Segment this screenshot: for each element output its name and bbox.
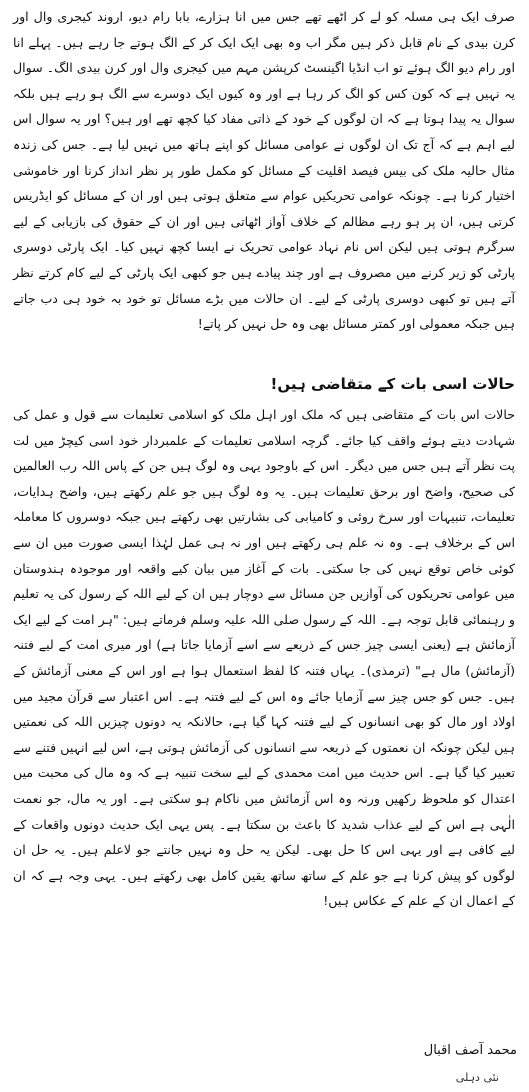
author-location: نئی دہلی: [455, 1071, 499, 1084]
section-heading: حالات اسی بات کے متقاضی ہیں!: [270, 375, 515, 393]
article-paragraph-1: صرف ایک ہی مسلہ کو لے کر اٹھے تھے جس میں انا ہزارے، بابا رام دیو، اروند کیجری وال اور کرن بیدی کے نام قابل ذکر ہیں مگر اب وہ بھی ایک ایک کر کے الگ ہوتے جا رہے ہیں۔ پہلے انا اور رام دیو الگ ہوئے تو اب انڈیا اگینسٹ کرپشن مہم میں کیجری وال اور کرن بیدی الگ۔ سوال یہ نہیں ہے کہ کون کس کو الگ کر رہا ہے اور وہ کیوں ایک دوسرے سے الگ ہو رہے ہیں بلکہ سوال یہ پیدا ہوتا ہے کہ ان لوگوں کے خود کے ذاتی مفاد کیا کچھ تھے اور ہیں؟ اور یہ سوال اس لیے اہم ہے کہ آج تک ان لوگوں نے عوامی مسائل کو اپنے ہاتھ میں نہیں لیا ہے۔ جس کی زندہ مثال حالیہ ملک کی بیس فیصد اقلیت کے مسائل کو مکمل طور پر نظر انداز کرنا اور خاموشی اختیار کرنا ہے۔ چونکہ عوامی تحریکیں عوام سے متعلق ہوتی ہیں اور ان کے مسائل کو ایڈریس کرتی ہیں، ان پر ہو رہے مظالم کے خلاف آواز اٹھاتی ہیں اور ان کے حقوق کی بازیابی کے لیے سرگرم ہوتی ہیں لیکن اس نام نہاد عوامی تحریک نے ایسا کچھ نہیں کیا۔ ایک پارٹی دوسری پارٹی کو زیر کرنے میں مصروف ہے اور چند پیادے ہیں جو کبھی ایک پارٹی کے لیے کام کرتے نظر آتے ہیں تو کبھی دوسری پارٹی کے لیے۔ ان حالات میں بڑے مسائل تو خود بہ خود ہی دب جاتے ہیں جبکہ معمولی اور کمتر مسائل بھی وہ حل نہیں کر پاتے!: [13, 9, 515, 332]
author-signature: محمد آصف اقبال: [423, 1043, 517, 1058]
article-paragraph-2: حالات اس بات کے متقاضی ہیں کہ ملک اور اہل ملک کو اسلامی تعلیمات سے قول و عمل کی شہادت دیتے ہوئے واقف کیا جائے۔ گرچہ اسلامی تعلیمات کے علمبردار خود اسی کیچڑ میں لت پت نظر آتے ہیں جس میں دیگر۔ اس کے باوجود یہی وہ لوگ ہیں جن کے پاس اللہ رب العالمین کی صحیح، واضح اور برحق تعلیمات ہیں۔ یہ وہ لوگ ہیں جو علم رکھتے ہیں، واضح ہدایات، تعلیمات، تنبیہات اور سرخ روئی و کامیابی کی بشارتیں بھی رکھتے ہیں جبکہ دوسروں کا معاملہ اس کے برخلاف ہے۔ وہ نہ علم ہی رکھتے ہیں اور نہ ہی عمل لہٰذا ایسی صورت میں ان سے کوئی خاص توقع نہیں کی جا سکتی۔ بات کے آغاز میں بیان کیے واقعہ اور موجودہ ہندوستان میں عوامی تحریکوں کی آوازیں جن مسائل سے دوچار ہیں ان کے لیے اللہ کے رسول کی یہ تعلیم و رہنمائی قابل توجہ ہے۔ اللہ کے رسول صلی اللہ علیہ وسلم فرماتے ہیں: "ہر امت کے لیے ایک آزمائش ہے (یعنی ایسی چیز جس کے ذریعے سے اسے آزمایا جاتا ہے) اور میری امت کے لیے فتنہ (آزمائش) مال ہے" (ترمذی)۔ یہاں فتنہ کا لفظ استعمال ہوا ہے اور اس کے معنی آزمائش کے ہیں۔ جس کو جس چیز سے آزمایا جائے وہ اس کے لیے فتنہ ہے۔ اس اعتبار سے قرآن مجید میں اولاد اور مال کو بھی انسانوں کے لیے فتنہ کہا گیا ہے، حالانکہ یہ دونوں چیزیں اللہ کی نعمتیں ہیں لیکن چونکہ ان نعمتوں کے ذریعہ سے انسانوں کی آزمائش ہوتی ہے، اس لیے انہیں فتنے سے تعبیر کیا گیا ہے۔ اس حدیث میں امت محمدی کے لیے سخت تنبیہ ہے کہ وہ مال کی محبت میں اعتدال کو ملحوظ رکھیں ورنہ وہ اس آزمائش میں ناکام ہو سکتی ہے۔ اور یہ مال، جو نعمت الٰہی ہے اس کے لیے عذاب شدید کا باعث بن سکتا ہے۔ پس یہی ایک حدیث دونوں واقعات کے لیے کافی ہے اور یہی اس کا حل بھی۔ لیکن یہ حل وہ نہیں جانتے جو لاعلم ہیں۔ یہ حل ان لوگوں کو پیش کرنا ہے جو علم کے ساتھ ساتھ یقین کامل بھی رکھتے ہیں۔ یہی وجہ ہے کہ ان کے اعمال ان کے علم کے عکاس ہیں!: [13, 407, 515, 909]
